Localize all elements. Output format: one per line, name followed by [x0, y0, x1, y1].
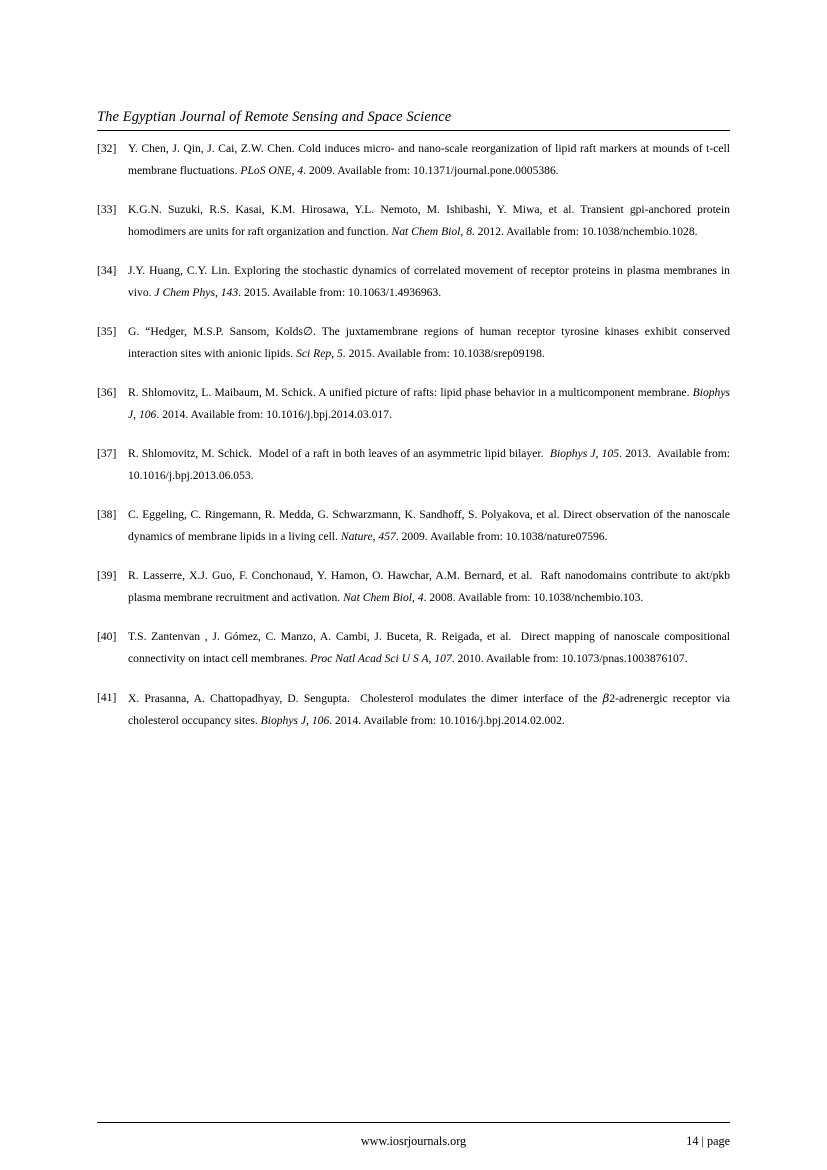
running-header: [97, 108, 730, 131]
reference-year: 2012.: [477, 225, 504, 238]
reference-title: A unified picture of rafts: lipid phase behavior in a multicomponent membrane.: [318, 386, 690, 399]
reference-title: The juxtamembrane regions of human receptor tyrosine kinases exhibit conserved interaction sites with anionic lipids.: [128, 325, 730, 360]
reference-availability: Available from: 10.1073/pnas.1003876107.: [485, 652, 688, 665]
reference-entry: [97, 565, 730, 609]
reference-authors: K.G.N. Suzuki, R.S. Kasai, K.M. Hirosawa, Y.L. Nemoto, M. Ishibashi, Y. Miwa, et al.: [128, 203, 575, 216]
reference-entry: [97, 443, 730, 487]
reference-authors: R. Shlomovitz, L. Maibaum, M. Schick.: [128, 386, 316, 399]
reference-number: [36]: [97, 386, 117, 399]
reference-number: [33]: [97, 203, 117, 216]
reference-volume: 143: [220, 286, 239, 299]
reference-text: K.G.N. Suzuki, R.S. Kasai, K.M. Hirosawa, Y.L. Nemoto, M. Ishibashi, Y. Miwa, et al. Transient gpi-anchored protein homodimers are units for raft organization and function. Nat Chem Biol, 8. 2012. Available from: 10.1038/nchembio.1028.: [128, 203, 730, 238]
reference-entry: [97, 504, 730, 548]
reference-title: Exploring the stochastic dynamics of correlated movement of receptor proteins in plasma membranes in vivo.: [128, 264, 730, 299]
reference-title: Raft nanodomains contribute to akt/pkb plasma membrane recruitment and activation.: [128, 569, 730, 604]
reference-volume: 457: [378, 530, 396, 543]
reference-year: 2014.: [335, 714, 362, 727]
reference-availability: Available from: 10.1016/j.bpj.2014.03.017.: [190, 408, 392, 421]
reference-volume: 107: [434, 652, 452, 665]
reference-text: T.S. Zantenvan , J. Gómez, C. Manzo, A. Cambi, J. Buceta, R. Reigada, et al. Direct mapping of nanoscale compositional connectivity on intact cell membranes. Proc Natl Acad Sci U S A, 107. 2010. Available from: 10.1073/pnas.1003876107.: [128, 630, 730, 665]
reference-availability: Available from: 10.1038/nature07596.: [429, 530, 608, 543]
reference-year: 2009.: [401, 530, 428, 543]
reference-availability: Available from: 10.1038/nchembio.103.: [457, 591, 644, 604]
reference-journal: Nat Chem Biol: [391, 225, 461, 238]
reference-volume: 4: [417, 591, 424, 604]
reference-availability: Available from: 10.1371/journal.pone.0005386.: [337, 164, 559, 177]
reference-number: [39]: [97, 569, 117, 582]
reference-journal: PLoS ONE: [240, 164, 292, 177]
reference-authors: R. Lasserre, X.J. Guo, F. Conchonaud, Y. Hamon, O. Hawchar, A.M. Bernard, et al.: [128, 569, 533, 582]
reference-volume: 4: [297, 164, 304, 177]
reference-entry: [97, 626, 730, 670]
reference-journal: Sci Rep: [296, 347, 332, 360]
footer-page-number: 14 | page: [686, 1134, 730, 1148]
reference-entry: [97, 687, 730, 732]
reference-list: [97, 138, 730, 732]
reference-availability: Available from: 10.1016/j.bpj.2014.02.002.: [363, 714, 565, 727]
reference-volume: 106: [138, 408, 157, 421]
page-footer: [97, 1122, 730, 1151]
reference-journal: J Chem Phys: [154, 286, 215, 299]
reference-year: 2015.: [348, 347, 375, 360]
reference-text: R. Lasserre, X.J. Guo, F. Conchonaud, Y. Hamon, O. Hawchar, A.M. Bernard, et al. Raft nanodomains contribute to akt/pkb plasma membrane recruitment and activation. Nat Chem Biol, 4. 2008. Available from: 10.1038/nchembio.103.: [128, 569, 730, 604]
reference-entry: [97, 382, 730, 426]
reference-authors: T.S. Zantenvan , J. Gómez, C. Manzo, A. Cambi, J. Buceta, R. Reigada, et al.: [128, 630, 512, 643]
reference-volume: 5: [336, 347, 343, 360]
reference-volume: 8: [466, 225, 472, 238]
reference-text: G. “Hedger, M.S.P. Sansom, Kolds∅. The juxtamembrane regions of human receptor tyrosine kinases exhibit conserved interaction sites with anionic lipids. Sci Rep, 5. 2015. Available from: 10.1038/srep09198.: [128, 325, 730, 360]
reference-availability: Available from: 10.1063/1.4936963.: [272, 286, 442, 299]
reference-authors: R. Shlomovitz, M. Schick.: [128, 447, 253, 460]
reference-journal: Nature: [340, 530, 373, 543]
reference-year: 2009.: [308, 164, 336, 177]
reference-text: J.Y. Huang, C.Y. Lin. Exploring the stochastic dynamics of correlated movement of receptor proteins in plasma membranes in vivo. J Chem Phys, 143. 2015. Available from: 10.1063/1.4936963.: [128, 264, 730, 299]
reference-year: 2008.: [429, 591, 456, 604]
reference-number: [37]: [97, 447, 117, 460]
footer-divider: [97, 1122, 730, 1123]
reference-number: [35]: [97, 325, 117, 338]
reference-title-after-beta: 2-adrenergic receptor via cholesterol occupancy sites.: [128, 692, 731, 727]
reference-text: R. Shlomovitz, L. Maibaum, M. Schick. A unified picture of rafts: lipid phase behavior in a multicomponent membrane. Biophys J, 106. 2014. Available from: 10.1016/j.bpj.2014.03.017.: [128, 386, 731, 421]
footer-website[interactable]: www.iosrjournals.org: [360, 1134, 467, 1148]
reference-entry: [97, 199, 730, 243]
reference-availability: Available from: 10.1038/nchembio.1028.: [506, 225, 698, 238]
reference-title: Direct mapping of nanoscale compositional connectivity on intact cell membranes.: [128, 630, 730, 665]
reference-number: [32]: [97, 142, 117, 155]
reference-authors: Y. Chen, J. Qin, J. Cai, Z.W. Chen.: [128, 142, 295, 155]
reference-text: X. Prasanna, A. Chattopadhyay, D. Sengupta. Cholesterol modulates the dimer interface of the β2-adrenergic receptor via cholesterol occupancy sites. Biophys J, 106. 2014. Available from: 10.1016/j.bpj.2014.02.002.: [128, 691, 731, 727]
journal-title: The Egyptian Journal of Remote Sensing and Space Science: [97, 109, 452, 125]
reference-title: Transient gpi-anchored protein homodimers are units for raft organization and function.: [128, 203, 730, 238]
reference-authors: G. “Hedger, M.S.P. Sansom, Kolds∅.: [128, 325, 316, 338]
reference-year: 2015.: [243, 286, 271, 299]
reference-volume: 105: [601, 447, 620, 460]
footer-row: [97, 1131, 730, 1151]
reference-number: [41]: [97, 691, 117, 704]
reference-year: 2013.: [625, 447, 652, 460]
reference-year: 2010.: [457, 652, 484, 665]
reference-authors: X. Prasanna, A. Chattopadhyay, D. Sengupta.: [128, 692, 350, 705]
reference-title: Direct observation of the nanoscale dynamics of membrane lipids in a living cell.: [128, 508, 731, 543]
reference-journal: Biophys J: [128, 386, 731, 421]
reference-title: Model of a raft in both leaves of an asymmetric lipid bilayer.: [258, 447, 544, 460]
reference-text: C. Eggeling, C. Ringemann, R. Medda, G. Schwarzmann, K. Sandhoff, S. Polyakova, et al. Direct observation of the nanoscale dynamics of membrane lipids in a living cell. Nature, 457. 2009. Available from: 10.1038/nature07596.: [128, 508, 731, 543]
reference-availability: Available from: 10.1038/srep09198.: [376, 347, 545, 360]
header-divider: [97, 130, 730, 131]
reference-entry: [97, 260, 730, 304]
reference-authors: J.Y. Huang, C.Y. Lin.: [128, 264, 231, 277]
reference-journal: Proc Natl Acad Sci U S A: [310, 652, 429, 665]
reference-journal: Biophys J: [549, 447, 596, 460]
reference-journal: Nat Chem Biol: [343, 591, 412, 604]
beta-symbol: β: [602, 691, 610, 705]
reference-year: 2014.: [162, 408, 189, 421]
reference-entry: [97, 138, 730, 182]
reference-title: Cold induces micro- and nano-scale reorganization of lipid raft markers at mounds of t-cell membrane fluctuations.: [128, 142, 731, 177]
reference-journal: Biophys J: [260, 714, 307, 727]
reference-text: Y. Chen, J. Qin, J. Cai, Z.W. Chen. Cold induces micro- and nano-scale reorganization of lipid raft markers at mounds of t-cell membrane fluctuations. PLoS ONE, 4. 2009. Available from: 10.1371/journal.pone.0005386.: [128, 142, 731, 177]
reference-title-before-beta: Cholesterol modulates the dimer interface of the: [360, 692, 603, 705]
reference-authors: C. Eggeling, C. Ringemann, R. Medda, G. Schwarzmann, K. Sandhoff, S. Polyakova, et al.: [128, 508, 560, 521]
reference-entry: [97, 321, 730, 365]
reference-text: R. Shlomovitz, M. Schick. Model of a raft in both leaves of an asymmetric lipid bilayer. Biophys J, 105. 2013. Available from: 10.1016/j.bpj.2013.06.053.: [128, 447, 731, 482]
reference-number: [40]: [97, 630, 117, 643]
reference-availability: Available from: 10.1016/j.bpj.2013.06.053.: [128, 447, 731, 482]
reference-number: [34]: [97, 264, 117, 277]
reference-volume: 106: [311, 714, 330, 727]
reference-number: [38]: [97, 508, 117, 521]
